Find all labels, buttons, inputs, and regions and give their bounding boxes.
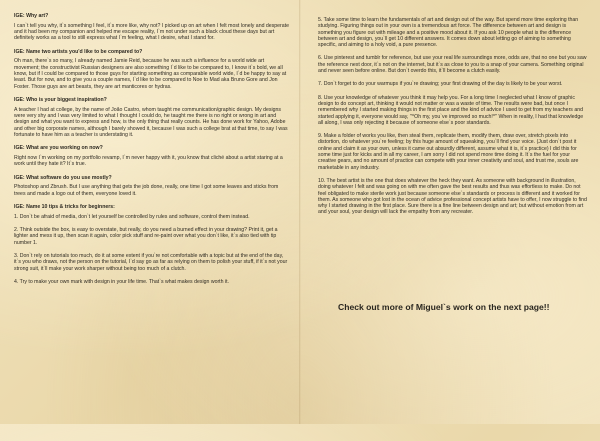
tip-4: 4. Try to make your own mark with design in your life time. That`s what makes design worth it. [14,278,229,285]
tip-2: 2. Think outside the box, is easy to overstate, but really, do you need a burned effect in your drawing? Print it, get a lighter and mess it up, then scan it again, color pick stuff and re-paint over what you don`t like, it`s also tied with tip number 1. [14,227,278,246]
tip-9: 9. Make a folder of works you like, then steal them, replicate them, modify them, draw over, stretch pixels into distortion, do whatever you`re feeling; by this huge amount of squeaking, you`ll find your voice. (Just don`t post it online and claim it as your own, unless it came out absurdly different, assume what it is, it`s practice) I did this for some time just for kicks and in all my career, I am sorry I did not spend more time doing it. It`s the fuel for your creative gears, and no amount of practice can compete with your inner creativity and soul, and trust me, souls are marketable in any industry. [318,133,579,171]
interview-block-5 [14,175,290,197]
question: IGE: What software do you use mostly? [14,174,112,181]
question: IGE: Why art? [14,13,49,19]
question: IGE: Who is your biggest inspiration? [14,96,107,103]
page-spine [299,0,301,424]
left-column [14,13,290,437]
right-column [318,17,588,441]
tip-8: 8. Use your knowledge of whatever you think it may help you. For a long time I neglected what I know of graphic design to do concept art, thinking it would not matter or was a waste of time. The results were bad, but once I remembered why I started making things in the first place and the kind of advice I used to get from my teachers and started applying it, everyone would say, "^Oh my, you`ve improved so much!^" When in reality, I had that knowledge all along, I was only rejecting it because of someone else`s poor standards. [318,94,584,126]
interview-block-4 [14,145,290,167]
tip-5: 5. Take some time to learn the fundamentals of art and design out of the way. But spend more time exploring than studying. Figuring things out in your own is a tremendous art force. The difference between art and design is something you figure out with mileage and a positive mood about it. If you ask 10 people what is the difference between art and design, you`ll get 10 different answers. It comes down about letting go of aiming to something specific, and aiming to a holy void, a pure presence. [318,17,579,49]
answer: A teacher I had at college, by the name of João Castro, whom taught me communication/graphic design. My designs were very shy and I was very limited to what I thought I could do, he taught me there is no right or wrong in art and design and what you want to express and how, is the only thing that really counts. He has done work for Yahoo, Adobe and other big corporate names, although I barely showed it, because I was such a college brat at that time, to say I was fortunate to have him as a teacher is understating it. [14,106,288,138]
question: IGE: What are you working on now? [14,145,103,152]
interview-block-1 [14,13,290,42]
tip-7: 7. Don`t forget to do your warmups if you`re drawing; your first drawing of the day is likely to be your worst. [318,81,563,88]
interview-block-3 [14,97,290,138]
question: IGE: Name two artists you'd like to be compared to? [14,48,143,55]
tip-10: 10. The best artist is the one that does whatever the heck they want. As someone with background in illustration, doing whatever I felt and was going on with me often gave the best results and thus was effortless to make. Do not feel obligated to make sterile work just because someone else`s standards or process is different and it worked for them. As someone who got lost in the ocean of advice professional concept artists have to offer, I now struggle to find why I started drawing in the first place. Sure there is a fine line between design and art; but without emotion from art and your soul, your design will lack the empathy from any recreater. [318,177,587,216]
tips-heading: IGE: Name 10 tips & tricks for beginners: [14,204,115,211]
answer: Right now I`m working on my portfolio revamp, I`m never happy with it, you know that cliché about a artist staring at a work until they hate it? It`s true. [14,155,283,168]
answer: I can`t tell you why, it`s something I feel, it`s more like, why not? I picked up on art when I felt most lonely and desperate and it had been my companion and helped me escape reality, I`m not under such a black cloud these days but art definitely works as a tool to still express what I`m feeling, what I desire, what I stand for. [14,22,289,42]
tip-6: 6. Use pinterest and tumblr for reference, but use your real life surroundings more, odds are, that no one but you saw the reference next door, it`s not on the internet, but it`s as close to you to a snap of your camera. Something original and never seen before online. But don`t overdo this, it`ll become a clutch easily. [318,55,587,75]
interview-block-2 [14,49,290,90]
answer: Photoshop and Zbrush. But I use anything that gets the job done, really, one time I got some leaves and sticks from trees and made a logo out of them, everyone loved it. [14,184,279,197]
next-page-callout: Check out more of Miguel`s work on the next page!! [338,302,550,312]
tip-1: 1. Don`t be afraid of media, don`t let yourself be controlled by rules and software, control them instead. [14,213,250,220]
tip-3: 3. Don`t rely on tutorials too much, do it at some extent if you`re not comfortable with a topic but at the end of the day, it`s you who draws, not the person on the tutorial, I`d say go as far as relying on them to polish your stuff, if it`s not your strong suit, it`ll make your work sharper without being too much of a clutch. [14,253,288,272]
answer: Oh man, there`s so many, I already named Jamie Reid, because he was such a influence for a world wide art movement; the constructivist Russian designers are also something I`d like to be compared to, I know it`s bold, we all know, but if I could be compared to those guys for starting something as comparable world wide, I`d be happy to say at least. But for now, and to give you a couple names, I`d like to be compared to Noe to Mad aka Bruno Gore and Jon Foster. Those guys are art beasts, they are art manticores or hydras. [14,58,287,90]
